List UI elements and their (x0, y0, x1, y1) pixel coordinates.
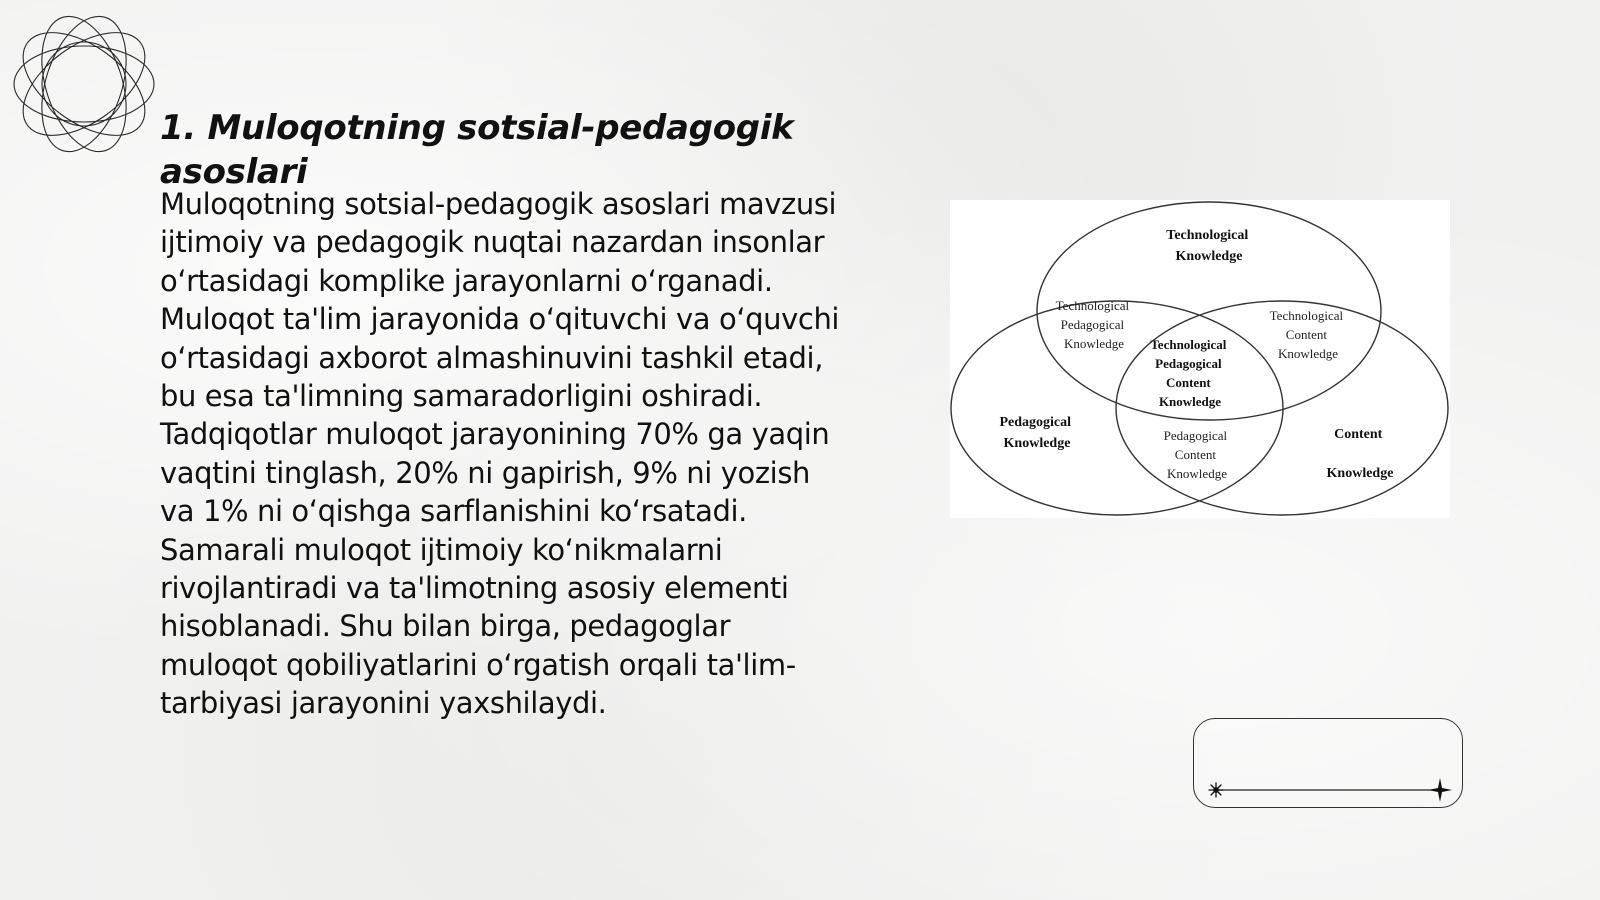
label-pedagogical-content-knowledge: Pedagogical Content Knowledge (1163, 428, 1228, 481)
label-content-knowledge: Content Knowledge (1326, 427, 1394, 481)
concentric-rings-logo-icon (10, 10, 158, 158)
label-pedagogical-knowledge: Pedagogical Knowledge (999, 415, 1072, 451)
slide-title: 1. Muloqotning sotsial-pedagogik asoslari (160, 108, 794, 192)
label-technological-content-knowledge: Technological Content Knowledge (1269, 308, 1344, 361)
label-technological-pedagogical-knowledge: Technological Pedagogical Knowledge (1055, 298, 1130, 351)
label-tpack-center: Technological Pedagogical Content Knowledge (1150, 337, 1227, 409)
slide-body-text: Muloqotning sotsial-pedagogik asoslari mavzusi ijtimoiy va pedagogik nuqtai nazardan insonlar oʻrtasidagi komplike jarayonlarni oʻrganadi. Muloqot ta'lim jarayonida oʻqituvchi va oʻquvchi oʻrtasidagi axborot almashinuvini tashkil etadi, bu esa ta'limning samaradorligini oshiradi. Tadqiqotlar muloqot jarayonining 70% ga yaqin vaqtini tinglash, 20% ni gapirish, 9% ni yozish va 1% ni oʻqishga sarflanishini koʻrsatadi. Samarali muloqot ijtimoiy koʻnikmalarni rivojlantiradi va ta'limotning asosiy elementi hisoblanadi. Shu bilan birga, pedagoglar muloqot qobiliyatlarini oʻrgatish orqali ta'lim-tarbiyasi jarayonini yaxshilaydi. (160, 187, 840, 721)
venn-circle-pedagogical (951, 301, 1283, 515)
tpack-venn-diagram (950, 200, 1450, 518)
sparkle-icon (1209, 783, 1223, 797)
four-point-star-icon (1428, 778, 1452, 802)
label-technological-knowledge: Technological Knowledge (1166, 228, 1249, 264)
decorative-line-widget (1193, 718, 1463, 808)
